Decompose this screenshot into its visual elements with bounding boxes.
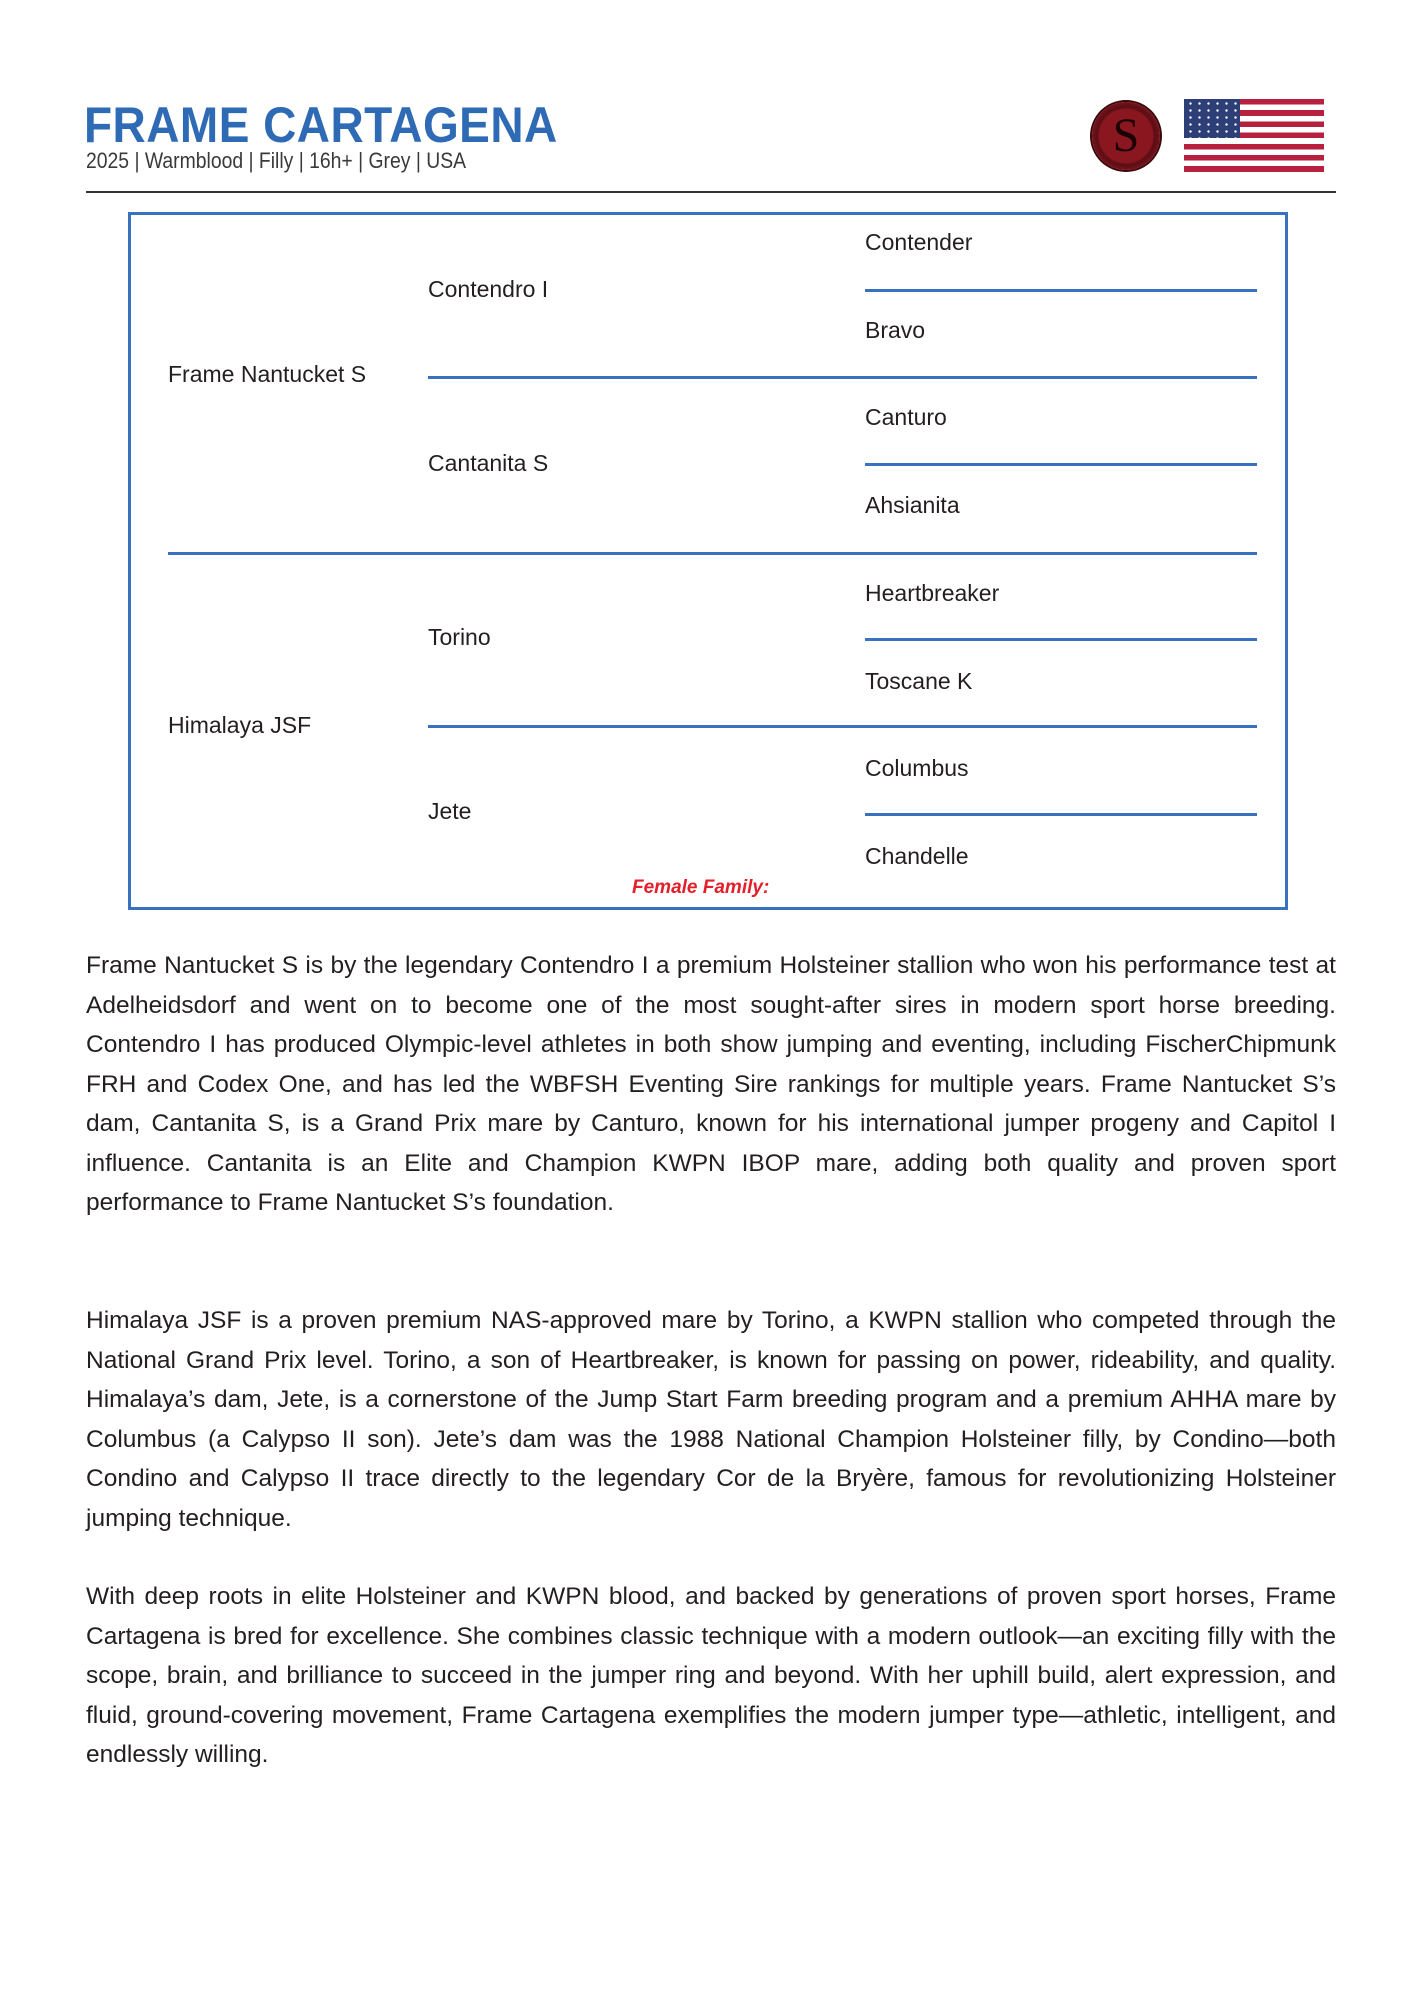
description-paragraph: With deep roots in elite Holsteiner and KWPN blood, and backed by generations of proven sport horses, Frame Cartagena is bred for excellence. She combines classic technique with a modern outlook—an exciting filly with the scope, brain, and brilliance to succeed in the jumper ring and beyond. With her uphill build, alert expression, and fluid, ground-covering movement, Frame Cartagena exemplifies the modern jumper type—athletic, intelligent, and endlessly willing. bbox=[86, 1583, 1336, 1768]
pedigree-dds: Columbus bbox=[865, 755, 969, 781]
pedigree-sdd: Ahsianita bbox=[865, 492, 960, 518]
pedigree-line bbox=[428, 725, 1257, 728]
flag-canton bbox=[1184, 99, 1240, 138]
logo-letter: S bbox=[1112, 109, 1140, 162]
pedigree-line bbox=[865, 463, 1257, 466]
pedigree-dam-dam: Jete bbox=[428, 798, 472, 824]
pedigree-chart bbox=[128, 212, 1288, 910]
pedigree-sds: Canturo bbox=[865, 404, 947, 430]
pedigree-line bbox=[865, 813, 1257, 816]
horse-summary: 2025 | Warmblood | Filly | 16h+ | Grey | USA bbox=[86, 148, 467, 173]
pedigree-sire-sire: Contendro I bbox=[428, 276, 549, 302]
description-paragraph: Frame Nantucket S is by the legendary Contendro I a premium Holsteiner stallion who won his performance test at Adelheidsdorf and went on to become one of the most sought-after sires in modern sport horse breeding. Contendro I has produced Olympic-level athletes in both show jumping and eventing, including FischerChipmunk FRH and Codex One, and has led the WBFSH Eventing Sire rankings for multiple years. Frame Nantucket S’s dam, Cantanita S, is a Grand Prix mare by Canturo, known for his international jumper progeny and Capitol I influence. Cantanita is an Elite and Champion KWPN IBOP mare, adding both quality and proven sport performance to Frame Nantucket S’s foundation. bbox=[86, 952, 1336, 1216]
header-divider bbox=[86, 191, 1336, 193]
pedigree-ddd: Chandelle bbox=[865, 843, 969, 869]
pedigree-line bbox=[865, 289, 1257, 292]
pedigree-sss: Contender bbox=[865, 229, 973, 255]
pedigree-line bbox=[428, 376, 1257, 379]
pedigree-sire-dam: Cantanita S bbox=[428, 450, 549, 476]
description-paragraph: Himalaya JSF is a proven premium NAS-approved mare by Torino, a KWPN stallion who competed through the National Grand Prix level. Torino, a son of Heartbreaker, is known for passing on power, rideability, and quality. Himalaya’s dam, Jete, is a cornerstone of the Jump Start Farm breeding program and a premium AHHA mare by Columbus (a Calypso II son). Jete’s dam was the 1988 National Champion Holsteiner filly, by Condino—both Condino and Calypso II trace directly to the legendary Cor de la Bryère, famous for revolutionizing Holsteiner jumping technique. bbox=[86, 1307, 1336, 1532]
nas-seal-logo-icon bbox=[1092, 102, 1160, 170]
pedigree-dam: Himalaya JSF bbox=[168, 712, 312, 738]
pedigree-sire: Frame Nantucket S bbox=[168, 361, 367, 387]
pedigree-dss: Heartbreaker bbox=[865, 580, 1000, 606]
page-title: FRAME CARTAGENA bbox=[84, 97, 558, 153]
pedigree-dsd: Toscane K bbox=[865, 668, 973, 694]
pedigree-dam-sire: Torino bbox=[428, 624, 491, 650]
pedigree-ssd: Bravo bbox=[865, 317, 926, 343]
usa-flag-icon bbox=[1184, 99, 1324, 172]
pedigree-line bbox=[865, 638, 1257, 641]
pedigree-main-divider bbox=[168, 552, 1257, 555]
female-family-label: Female Family: bbox=[632, 877, 770, 898]
